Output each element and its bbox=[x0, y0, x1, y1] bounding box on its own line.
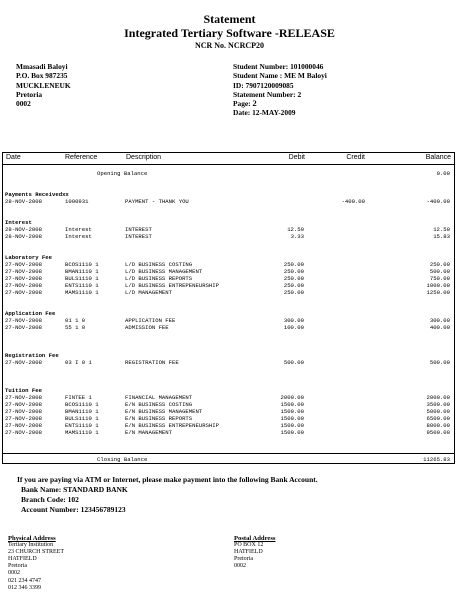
cell-balance: 5000.00 bbox=[426, 408, 450, 415]
cell-reference: BULS1110 1 bbox=[65, 275, 99, 282]
table-spacer bbox=[3, 296, 454, 303]
cell-balance: 1000.00 bbox=[426, 282, 450, 289]
cell-balance: 500.00 bbox=[429, 268, 450, 275]
cell-date: 27-NOV-2008 bbox=[5, 415, 42, 422]
table-spacer bbox=[3, 331, 454, 338]
cell-reference: MAMS1110 1 bbox=[65, 429, 99, 436]
table-spacer bbox=[3, 247, 454, 254]
table-spacer bbox=[3, 303, 454, 310]
cell-balance: -400.00 bbox=[426, 198, 450, 205]
table-row bbox=[3, 275, 454, 282]
recipient-line: 0002 bbox=[16, 99, 31, 109]
table-row bbox=[3, 422, 454, 429]
statement-number: Statement Number: 2 bbox=[233, 89, 302, 99]
cell-credit: -400.00 bbox=[341, 198, 365, 205]
physical-address-title: Physical Address bbox=[8, 535, 56, 542]
cell-reference: ENTS1110 1 bbox=[65, 422, 99, 429]
cell-balance: 3500.00 bbox=[426, 401, 450, 408]
postal-address bbox=[234, 535, 275, 570]
cell-debit: 250.00 bbox=[283, 261, 304, 268]
cell-reference: 03 I 0 1 bbox=[65, 359, 92, 366]
cell-description: E/N BUSINESS COSTING bbox=[125, 401, 193, 408]
cell-description: INTEREST bbox=[125, 226, 152, 233]
cell-date: 27-NOV-2008 bbox=[5, 408, 42, 415]
cell-date: 28-NOV-2008 bbox=[5, 226, 42, 233]
address-line: HATFIELD bbox=[234, 549, 263, 556]
closing-balance: 11265.83 bbox=[423, 456, 450, 463]
cell-reference: BCOS1110 1 bbox=[65, 261, 99, 268]
section-label: Registration Fee bbox=[5, 352, 59, 359]
cell-description: L/D BUSINESS REPORTS bbox=[125, 275, 193, 282]
cell-date: 28-NOV-2008 bbox=[5, 233, 42, 240]
cell-reference: Interest bbox=[65, 233, 92, 240]
cell-debit: 1500.00 bbox=[280, 415, 304, 422]
physical-address bbox=[8, 535, 64, 592]
address-line: 0002 bbox=[234, 563, 246, 570]
cell-description: E/N BUSINESS MANAGEMENT bbox=[125, 408, 203, 415]
student-name: Student Name : ME M Baloyi bbox=[233, 71, 327, 81]
payment-note: If you are paying via ATM or Internet, please make payment into the following Bank Account. bbox=[17, 475, 318, 484]
recipient-line: Pretoria bbox=[16, 89, 43, 99]
table-row bbox=[3, 415, 454, 422]
address-line: 021 234 4747 bbox=[8, 577, 41, 584]
cell-date: 27-NOV-2008 bbox=[5, 324, 42, 331]
cell-date: 27-NOV-2008 bbox=[5, 422, 42, 429]
address-line: Pretoria bbox=[234, 556, 253, 563]
closing-divider bbox=[3, 453, 454, 454]
cell-description: ADMISSION FEE bbox=[125, 324, 169, 331]
cell-balance: 250.00 bbox=[429, 261, 450, 268]
table-row bbox=[3, 289, 454, 296]
table-row bbox=[3, 282, 454, 289]
table-spacer bbox=[3, 380, 454, 387]
table-row bbox=[3, 268, 454, 275]
cell-balance: 9500.00 bbox=[426, 429, 450, 436]
cell-description: L/D MANAGEMENT bbox=[125, 289, 172, 296]
postal-address-title: Postal Address bbox=[234, 535, 276, 542]
bank-name: Bank Name: STANDARD BANK bbox=[21, 485, 128, 494]
table-spacer bbox=[3, 366, 454, 373]
recipient-name: Mmasadi Baloyi bbox=[16, 62, 68, 71]
cell-description: Opening Balance bbox=[97, 170, 148, 177]
closing-label: Closing Balance bbox=[97, 456, 148, 463]
col-balance: Balance bbox=[425, 154, 451, 161]
cell-debit: 250.00 bbox=[283, 275, 304, 282]
table-row bbox=[3, 408, 454, 415]
cell-reference: 1000931 bbox=[65, 198, 89, 205]
table-row bbox=[3, 261, 454, 268]
section-heading bbox=[3, 191, 454, 198]
cell-debit: 1500.00 bbox=[280, 401, 304, 408]
recipient-line: P.O. Box 987235 bbox=[16, 71, 68, 81]
cell-date: 27-NOV-2008 bbox=[5, 261, 42, 268]
ncr-number: NCR No. NCRCP20 bbox=[194, 41, 265, 50]
section-heading bbox=[3, 352, 454, 359]
cell-date: 27-NOV-2008 bbox=[5, 282, 42, 289]
cell-debit: 12.50 bbox=[287, 226, 304, 233]
section-label: Application Fee bbox=[5, 310, 56, 317]
cell-description: APPLICATION FEE bbox=[125, 317, 176, 324]
table-row bbox=[3, 198, 454, 205]
address-line: HATFIELD bbox=[8, 556, 37, 563]
address-line: 0002 bbox=[8, 570, 20, 577]
section-label: Payments Receivedxx bbox=[5, 191, 69, 198]
col-date: Date bbox=[6, 154, 21, 161]
cell-debit: 3.33 bbox=[290, 233, 304, 240]
table-row bbox=[3, 401, 454, 408]
address-line: PO BOX 12 bbox=[234, 542, 264, 549]
page-value: 2 bbox=[252, 99, 257, 109]
table-header bbox=[3, 153, 454, 165]
cell-reference: BMAN1110 1 bbox=[65, 268, 99, 275]
cell-reference: 01 1 0 bbox=[65, 317, 86, 324]
cell-date: 27-NOV-2008 bbox=[5, 268, 42, 275]
table-row bbox=[3, 226, 454, 233]
recipient-line: MUCKLENEUK bbox=[16, 80, 71, 90]
cell-reference: MAMS1110 1 bbox=[65, 289, 99, 296]
cell-balance: 8000.00 bbox=[426, 422, 450, 429]
cell-debit: 1500.00 bbox=[280, 408, 304, 415]
address-line: Tertiary Institution bbox=[8, 542, 54, 549]
table-spacer bbox=[3, 345, 454, 352]
cell-balance: 15.83 bbox=[433, 233, 450, 240]
cell-debit: 250.00 bbox=[283, 282, 304, 289]
cell-description: FINANCIAL MANAGEMENT bbox=[125, 394, 193, 401]
payment-instructions bbox=[17, 475, 318, 515]
transactions-table bbox=[2, 152, 455, 464]
cell-debit: 1500.00 bbox=[280, 422, 304, 429]
table-spacer bbox=[3, 212, 454, 219]
cell-date: 27-NOV-2008 bbox=[5, 317, 42, 324]
cell-debit: 300.00 bbox=[283, 317, 304, 324]
statement-date: Date: 12-MAY-2009 bbox=[233, 108, 296, 118]
cell-description: L/D BUSINESS COSTING bbox=[125, 261, 193, 268]
cell-date: 27-NOV-2008 bbox=[5, 394, 42, 401]
section-heading bbox=[3, 254, 454, 261]
student-number: Student Number: 101000046 bbox=[233, 62, 324, 71]
section-heading bbox=[3, 387, 454, 394]
table-row bbox=[3, 429, 454, 436]
statement-title: Statement bbox=[203, 12, 256, 26]
cell-balance: 2000.00 bbox=[426, 394, 450, 401]
cell-debit: 2000.00 bbox=[280, 394, 304, 401]
col-debit: Debit bbox=[288, 154, 305, 161]
table-row bbox=[3, 359, 454, 366]
recipient-address bbox=[16, 62, 71, 108]
cell-description: L/D BUSINESS MANAGEMENT bbox=[125, 268, 203, 275]
cell-reference: 55 1 0 bbox=[65, 324, 86, 331]
section-label: Interest bbox=[5, 219, 32, 226]
cell-reference: Interest bbox=[65, 226, 92, 233]
cell-reference: BCOS1110 1 bbox=[65, 401, 99, 408]
cell-reference: FINTEE 1 bbox=[65, 394, 92, 401]
cell-debit: 100.00 bbox=[283, 324, 304, 331]
table-spacer bbox=[3, 177, 454, 184]
page-label: Page: bbox=[233, 99, 251, 109]
cell-balance: 750.00 bbox=[429, 275, 450, 282]
cell-balance: 12.50 bbox=[433, 226, 450, 233]
col-credit: Credit bbox=[346, 154, 365, 161]
table-row bbox=[3, 233, 454, 240]
section-label: Tuition Fee bbox=[5, 387, 42, 394]
cell-date: 27-NOV-2008 bbox=[5, 401, 42, 408]
table-row bbox=[3, 317, 454, 324]
table-row bbox=[3, 170, 454, 177]
cell-balance: 500.00 bbox=[429, 359, 450, 366]
cell-balance: 300.00 bbox=[429, 317, 450, 324]
section-heading bbox=[3, 310, 454, 317]
cell-date: 27-NOV-2008 bbox=[5, 289, 42, 296]
table-row bbox=[3, 324, 454, 331]
page-number bbox=[233, 99, 327, 108]
cell-reference: BULS1110 1 bbox=[65, 415, 99, 422]
address-line: 012 346 3399 bbox=[8, 584, 41, 591]
cell-balance: 6500.00 bbox=[426, 415, 450, 422]
cell-reference: ENTS1110 1 bbox=[65, 282, 99, 289]
table-spacer bbox=[3, 205, 454, 212]
account-number: Account Number: 123456789123 bbox=[21, 505, 126, 514]
cell-description: INTEREST bbox=[125, 233, 152, 240]
cell-description: E/N BUSINESS REPORTS bbox=[125, 415, 193, 422]
cell-balance: 0.00 bbox=[436, 170, 450, 177]
cell-date: 27-NOV-2008 bbox=[5, 275, 42, 282]
cell-balance: 400.00 bbox=[429, 324, 450, 331]
cell-description: L/D BUSINESS ENTREPENEURSHIP bbox=[125, 282, 219, 289]
cell-description: E/N MANAGEMENT bbox=[125, 429, 172, 436]
address-line: 23 CHURCH STREET bbox=[8, 549, 65, 556]
cell-description: PAYMENT - THANK YOU bbox=[125, 198, 189, 205]
cell-description: E/N BUSINESS ENTREPENEURSHIP bbox=[125, 422, 219, 429]
cell-debit: 1500.00 bbox=[280, 429, 304, 436]
col-description: Description bbox=[126, 154, 162, 161]
student-id: ID: 7907120009085 bbox=[233, 80, 294, 90]
cell-reference: BMAN1110 1 bbox=[65, 408, 99, 415]
cell-debit: 500.00 bbox=[283, 359, 304, 366]
table-spacer bbox=[3, 338, 454, 345]
address-line: Pretoria bbox=[8, 563, 27, 570]
table-spacer bbox=[3, 184, 454, 191]
student-info bbox=[233, 62, 327, 118]
cell-date: 27-NOV-2008 bbox=[5, 429, 42, 436]
cell-description: REGISTRATION FEE bbox=[125, 359, 179, 366]
institution-name: Integrated Tertiary Software -RELEASE bbox=[124, 26, 335, 40]
table-spacer bbox=[3, 373, 454, 380]
cell-debit: 250.00 bbox=[283, 268, 304, 275]
col-reference: Reference bbox=[65, 154, 98, 161]
section-label: Laboratory Fee bbox=[5, 254, 52, 261]
table-spacer bbox=[3, 240, 454, 247]
cell-balance: 1250.00 bbox=[426, 289, 450, 296]
branch-code: Branch Code: 102 bbox=[21, 495, 79, 504]
section-heading bbox=[3, 219, 454, 226]
cell-debit: 250.00 bbox=[283, 289, 304, 296]
cell-date: 28-NOV-2008 bbox=[5, 198, 42, 205]
closing-row bbox=[3, 456, 454, 463]
table-row bbox=[3, 394, 454, 401]
cell-date: 27-NOV-2008 bbox=[5, 359, 42, 366]
